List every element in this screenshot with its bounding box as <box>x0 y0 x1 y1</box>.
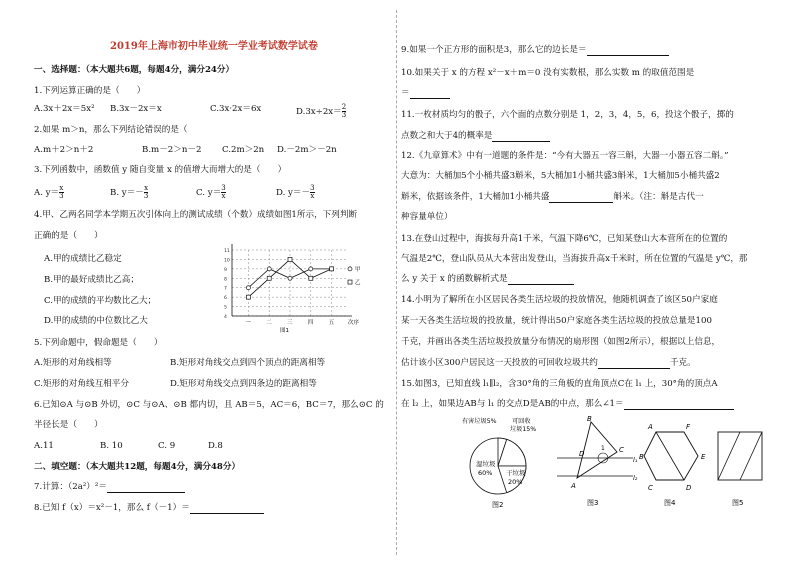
q14-text: 14.小明为了解所在小区居民各类生活垃圾的投放情况，他随机调查了该区50户家庭 <box>401 295 718 305</box>
q4-option-d: D.甲的成绩的中位数比乙大 <box>44 316 148 326</box>
q11-answer-blank[interactable] <box>492 132 550 142</box>
q6-option-d: D.8 <box>208 441 223 451</box>
fig3-label-a: A <box>571 482 576 490</box>
q2-option-b: B.m－2＞n－2 <box>142 145 202 155</box>
q2-stem: 2.如果 m＞n，那么下列结论错误的是（ <box>34 125 188 135</box>
q5-option-a: A.矩形的对角线相等 <box>34 358 112 368</box>
q12-text: 12.《九章算术》中有一道题的条件是：“今有大器五一容三斛，大器一小器五容二斛。” <box>401 151 729 161</box>
q3-option-d: D. y＝－ $\frac{3}{x}$ <box>276 184 315 200</box>
q10-text: 10.如果关于 x 的方程 x²－x＋m＝0 没有实数根，那么实数 m 的取值范围是 <box>401 68 695 78</box>
data-point-jia <box>288 276 292 280</box>
data-point-jia <box>267 267 271 271</box>
q8-answer-blank[interactable] <box>190 504 264 514</box>
x-tick-label: 一 <box>245 320 251 326</box>
square-segment-1 <box>718 432 740 480</box>
legend-marker-jia <box>348 267 352 271</box>
hexagon-diagonal <box>656 432 684 480</box>
legend-marker-yi <box>348 280 352 284</box>
figure-1-line-chart <box>218 248 368 334</box>
pie-label-recyclable: 可回收 <box>512 418 531 425</box>
q6-option-a: A.11 <box>34 441 54 451</box>
figure-4-hexagon <box>640 414 714 510</box>
fig3-label-l2: l₂ <box>633 474 638 482</box>
q3-option-c: C. y＝ $\frac{3}{x}$ <box>196 184 226 200</box>
q1-stem: 1.下列运算正确的是（ ） <box>34 86 146 96</box>
q6-stem-2: 半径长是（ ） <box>34 420 103 430</box>
q3-stem: 3.下列函数中，函数值 y 随自变量 x 的值增大而增大的是（ ） <box>34 165 287 175</box>
fig3-label-1: 1 <box>601 445 605 452</box>
section-2-heading: 二、填空题：（本大题共12题，每题4分，满分48分） <box>34 462 241 472</box>
q12-text-2: 大意为：大桶加5个小桶共盛3斛米，5大桶加1小桶共盛3斛米，1大桶加5小桶共盛2 <box>401 171 720 181</box>
q5-option-d: D.矩形对角线交点到四条边的距离相等 <box>170 379 317 389</box>
fig4-label-a: A <box>648 423 653 431</box>
y-tick-label: 10 <box>224 258 230 264</box>
q7-text: 7.计算：（2a²）²＝ <box>34 482 185 493</box>
legend-label-jia: 甲 <box>355 266 361 273</box>
q4-option-b: B.甲的最好成绩比乙高； <box>44 275 139 285</box>
y-tick-label: 4 <box>224 315 227 320</box>
q13-text-3: 么 y 关于 x 的函数解析式是 <box>401 274 574 285</box>
q15-text: 15.如图3，已知直线 l₁∥l₂，含30°角的三角板的直角顶点C在 l₁ 上，30°角的顶点A <box>401 379 718 389</box>
square-segment-2 <box>740 432 762 480</box>
q2-option-d: D.－2m＞－2n <box>277 145 337 155</box>
q10-text-2: ＝ <box>401 88 450 99</box>
pie-label-dry-pct: 20% <box>508 478 523 486</box>
fig4-label-f: F <box>686 423 691 431</box>
q4-option-c: C.甲的成绩的平均数比乙大； <box>44 296 157 306</box>
x-tick-label: 五 <box>328 320 335 326</box>
q6-option-c: C. 9 <box>158 441 176 451</box>
q1-option-b: B.3x－2x＝x <box>110 104 162 114</box>
data-point-yi <box>330 267 334 271</box>
fig3-label-c: C <box>619 446 624 454</box>
column-divider <box>396 10 397 555</box>
legend-label-yi: 乙 <box>355 280 361 287</box>
q4-option-a: A.甲的成绩比乙稳定 <box>44 254 122 264</box>
q2-option-c: C.2m＞2n <box>222 145 265 155</box>
y-tick-label: 6 <box>224 296 227 302</box>
hexagon-abcdef <box>644 432 698 480</box>
data-point-yi <box>246 295 250 299</box>
q11-text-2: 点数之和大于4的概率是 <box>401 131 550 142</box>
x-axis-title: 次序 <box>348 320 360 326</box>
section-1-heading: 一、选择题：（本大题共6题，每题4分，满分24分） <box>34 65 235 75</box>
x-tick-label: 三 <box>287 320 293 326</box>
q13-answer-blank[interactable] <box>508 275 574 285</box>
x-tick-label: 四 <box>307 320 314 326</box>
data-point-yi <box>288 257 292 261</box>
figure-3-caption: 图3 <box>587 499 599 507</box>
q6-option-b: B. 10 <box>100 441 123 451</box>
figure-4-caption: 图4 <box>664 499 676 507</box>
fig3-label-l1: l₁ <box>633 456 638 464</box>
q11-text: 11.一枚材质均匀的骰子，六个面的点数分别是 1，2，3，4，5，6，投这个骰子，掷的 <box>401 110 734 120</box>
fig3-label-d: D <box>579 450 585 458</box>
q14-text-2: 某一天各类生活垃圾的投放量，统计得出50户家庭各类生活垃圾的投放总量是100 <box>401 316 712 326</box>
q6-stem: 6.已知⊙A 与⊙B 外切，⊙C 与⊙A、⊙B 都内切，且 AB＝5，AC＝6，BC＝7，那么⊙C 的 <box>34 400 384 410</box>
q13-text: 13.在登山过程中，海拔每升高1千米，气温下降6℃，已知某登山大本营所在的位置的 <box>401 234 728 244</box>
square-outline <box>718 432 762 480</box>
figure-3-geometry <box>553 412 641 510</box>
y-tick-label: 5 <box>224 305 227 311</box>
q12-text-3: 斛米，依据该条件，1大桶加1小桶共盛 斛米。（注：斛是古代一 <box>401 192 704 202</box>
fig4-label-e: E <box>701 453 706 461</box>
q5-option-c: C.矩形的对角线互相平分 <box>34 379 129 389</box>
data-point-jia <box>309 267 313 271</box>
q7-answer-blank[interactable] <box>107 483 185 493</box>
fig4-label-b: B <box>639 453 644 461</box>
fig4-label-d: D <box>686 484 692 492</box>
fig4-label-c: C <box>648 484 653 492</box>
q15-text-2: 在 l₂ 上，如果边AB与 l₁ 的交点D是AB的中点，那么∠1＝ <box>401 399 734 410</box>
q1-option-a: A.3x＋2x＝5x² <box>34 104 95 114</box>
data-point-yi <box>309 276 313 280</box>
q14-text-3: 千克，并画出各类生活垃圾投放量分布情况的扇形图（如图2所示），根据以上信息， <box>401 337 721 347</box>
figure-2-caption: 图2 <box>492 501 504 509</box>
q13-text-2: 气温是2℃，登山队员从大本营出发登山，当海拔升高x千米时，所在位置的气温是 y℃，那 <box>401 254 748 264</box>
q4-stem-2: 正确的是（ ） <box>34 231 103 241</box>
figure-2-pie-chart <box>462 414 544 510</box>
exam-title: 2019年上海市初中毕业统一学业考试数学试卷 <box>110 41 318 52</box>
figure-1-caption: 图1 <box>280 328 289 334</box>
q9-text: 9.如果一个正方形的面积是3，那么它的边长是＝ <box>401 45 669 56</box>
q10-answer-blank[interactable] <box>410 89 450 99</box>
figure-5-square <box>712 414 774 510</box>
q5-stem: 5.下列命题中，假命题是（ ） <box>34 338 163 348</box>
q14-answer-blank[interactable] <box>598 359 670 369</box>
q8-text: 8.已知 f（x）＝x²－1，那么 f（－1）＝ <box>34 503 264 514</box>
q15-answer-blank[interactable] <box>624 400 734 410</box>
y-tick-label: 11 <box>224 249 230 254</box>
y-tick-label: 8 <box>224 277 227 283</box>
figure-5-caption: 图5 <box>732 499 744 507</box>
q14-text-4: 估计该小区300户居民这一天投放的可回收垃圾共约 千克。 <box>401 358 696 368</box>
y-tick-label: 9 <box>224 267 227 273</box>
q1-option-c: C.3x·2x＝6x <box>210 104 262 114</box>
data-point-yi <box>267 276 271 280</box>
q5-option-b: B.矩形对角线交点到四个顶点的距离相等 <box>170 358 326 368</box>
q2-option-a: A.m＋2＞n＋2 <box>34 145 94 155</box>
data-point-jia <box>246 286 250 290</box>
q12-text-4: 种容量单位） <box>401 212 453 222</box>
x-tick-label: 二 <box>266 320 272 326</box>
pie-label-dry: 干垃圾 <box>506 469 526 477</box>
q4-stem: 4.甲、乙两名同学本学期五次引体向上的测试成绩（个数）成绩如图1所示，下列判断 <box>34 210 358 220</box>
pie-label-wet-pct: 60% <box>478 469 493 477</box>
q3-option-b: B. y＝－ $\frac{x}{3}$ <box>110 184 149 200</box>
fig3-label-b: B <box>587 415 592 423</box>
pie-label-hazardous: 有害垃圾5% <box>462 418 497 425</box>
q9-answer-blank[interactable] <box>587 46 669 56</box>
pie-label-recyclable-pct: 垃圾15% <box>510 426 537 433</box>
q1-option-d: D.3x÷2x＝ $\frac{2}{3}$ <box>296 103 347 119</box>
pie-label-wet: 湿垃圾 <box>476 460 496 468</box>
q12-answer-blank[interactable] <box>549 193 613 203</box>
y-tick-label: 7 <box>224 286 227 292</box>
q3-option-a: A. y＝ $\frac{x}{3}$ <box>34 184 64 200</box>
